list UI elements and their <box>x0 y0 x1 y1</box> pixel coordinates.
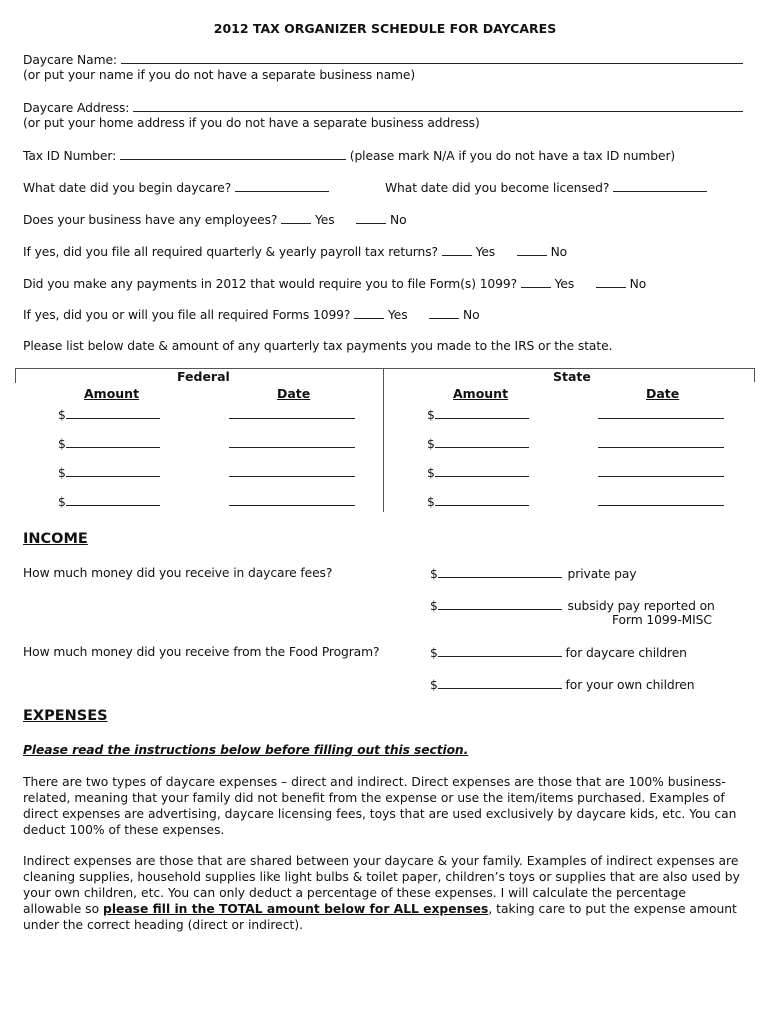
federal-date-field[interactable] <box>229 436 355 448</box>
payroll-yes-field[interactable] <box>442 244 472 256</box>
dollar-sign: $ <box>430 599 438 613</box>
filed-1099-row <box>23 307 480 322</box>
state-date-field[interactable] <box>598 407 724 419</box>
federal-header: Federal <box>177 369 230 384</box>
filed-1099-no-label: No <box>462 308 480 322</box>
food-own-field[interactable] <box>438 677 562 689</box>
expenses-paragraph-indirect <box>23 853 743 933</box>
federal-amount-field[interactable] <box>66 407 160 419</box>
begin-date-field[interactable] <box>235 180 329 192</box>
payments-1099-row <box>23 276 646 291</box>
payments-1099-yes-label: Yes <box>554 277 575 291</box>
dollar-sign: $ <box>58 408 66 422</box>
income-heading: INCOME <box>23 531 88 547</box>
tax-id-label: Tax ID Number: <box>23 149 117 163</box>
state-header: State <box>553 369 591 384</box>
filed-1099-yes-label: Yes <box>387 308 408 322</box>
table-divider <box>383 368 384 512</box>
food-daycare-field[interactable] <box>438 645 562 657</box>
payments-1099-label: Did you make any payments in 2012 that would require you to file Form(s) 1099? <box>23 277 518 291</box>
filed-1099-label: If yes, did you or will you file all required Forms 1099? <box>23 308 351 322</box>
payroll-yes-label: Yes <box>475 245 496 259</box>
federal-amount-field[interactable] <box>66 494 160 506</box>
private-pay-field[interactable] <box>438 566 562 578</box>
payments-1099-no-label: No <box>629 277 647 291</box>
state-date-cell <box>598 494 724 509</box>
dollar-sign: $ <box>58 437 66 451</box>
federal-amount-field[interactable] <box>66 436 160 448</box>
licensed-date-field[interactable] <box>613 180 707 192</box>
federal-amount-cell <box>58 465 160 480</box>
daycare-address-note: (or put your home address if you do not have a separate business address) <box>23 116 480 130</box>
dollar-sign: $ <box>427 437 435 451</box>
federal-amount-field[interactable] <box>66 465 160 477</box>
state-amount-cell <box>427 407 529 422</box>
table-corner <box>15 382 16 383</box>
employees-label: Does your business have any employees? <box>23 213 278 227</box>
daycare-name-note: (or put your name if you do not have a separate business name) <box>23 68 416 82</box>
food-daycare-label: for daycare children <box>565 646 687 660</box>
state-amount-field[interactable] <box>435 465 529 477</box>
food-daycare-row <box>430 645 687 660</box>
dollar-sign: $ <box>427 408 435 422</box>
state-amount-field[interactable] <box>435 436 529 448</box>
indirect-text-part2: , taking care to put the expense amount under the correct heading (direct or indirect). <box>23 902 737 932</box>
dollar-sign: $ <box>430 646 438 660</box>
federal-date-cell <box>229 407 355 422</box>
subsidy-pay-field[interactable] <box>438 598 562 610</box>
payments-1099-no-field[interactable] <box>596 276 626 288</box>
table-left-edge <box>15 368 16 382</box>
indirect-text-part1: Indirect expenses are those that are shared between your daycare & your family. Examples of indirect expenses are cleaning supplies, household supplies like light bulbs & toilet paper, children’s toys or supplies that are also used by your own children, etc. You can only deduct a percentage of these expenses. I will calculate the percentage allowable so <box>23 854 740 916</box>
daycare-name-label: Daycare Name: <box>23 53 117 67</box>
daycare-address-label: Daycare Address: <box>23 101 130 115</box>
expenses-instruction: Please read the instructions below before filling out this section. <box>23 743 469 757</box>
dollar-sign: $ <box>430 567 438 581</box>
food-own-row <box>430 677 694 692</box>
daycare-name-row <box>23 52 743 67</box>
payroll-row <box>23 244 567 259</box>
federal-date-cell <box>229 436 355 451</box>
payroll-no-field[interactable] <box>517 244 547 256</box>
state-amount-header: Amount <box>453 386 509 401</box>
dollar-sign: $ <box>58 495 66 509</box>
federal-amount-cell <box>58 494 160 509</box>
expenses-heading: EXPENSES <box>23 708 108 724</box>
food-own-label: for your own children <box>565 678 695 692</box>
licensed-date-row <box>385 180 707 195</box>
payments-1099-yes-field[interactable] <box>521 276 551 288</box>
federal-date-field[interactable] <box>229 494 355 506</box>
state-date-field[interactable] <box>598 436 724 448</box>
subsidy-pay-row <box>430 598 715 613</box>
federal-date-field[interactable] <box>229 465 355 477</box>
federal-date-cell <box>229 465 355 480</box>
private-pay-label: private pay <box>567 567 637 581</box>
employees-yes-field[interactable] <box>281 212 311 224</box>
subsidy-pay-label: subsidy pay reported on <box>567 599 715 613</box>
state-amount-cell <box>427 436 529 451</box>
filed-1099-yes-field[interactable] <box>354 307 384 319</box>
dollar-sign: $ <box>427 495 435 509</box>
tax-id-field[interactable] <box>120 148 346 160</box>
dollar-sign: $ <box>427 466 435 480</box>
form-title: 2012 TAX ORGANIZER SCHEDULE FOR DAYCARES <box>213 21 557 36</box>
state-amount-field[interactable] <box>435 407 529 419</box>
daycare-fees-label: How much money did you receive in daycare fees? <box>23 566 333 580</box>
state-amount-field[interactable] <box>435 494 529 506</box>
daycare-address-row <box>23 100 743 115</box>
begin-date-label: What date did you begin daycare? <box>23 181 232 195</box>
dollar-sign: $ <box>430 678 438 692</box>
state-date-cell <box>598 465 724 480</box>
food-program-label: How much money did you receive from the Food Program? <box>23 645 380 659</box>
federal-amount-cell <box>58 407 160 422</box>
employees-no-label: No <box>390 213 407 227</box>
subsidy-pay-form-label: Form 1099-MISC <box>612 613 712 627</box>
tax-id-note: (please mark N/A if you do not have a tax ID number) <box>349 149 676 163</box>
employees-row <box>23 212 407 227</box>
indirect-text-emphasis: please fill in the TOTAL amount below for ALL expenses <box>103 902 489 916</box>
private-pay-row <box>430 566 636 581</box>
federal-amount-cell <box>58 436 160 451</box>
payroll-no-label: No <box>550 245 568 259</box>
federal-date-cell <box>229 494 355 509</box>
payroll-label: If yes, did you file all required quarterly & yearly payroll tax returns? <box>23 245 438 259</box>
begin-date-row <box>23 180 329 195</box>
state-date-field[interactable] <box>598 494 724 506</box>
tax-id-row <box>23 148 675 163</box>
licensed-date-label: What date did you become licensed? <box>385 181 610 195</box>
daycare-address-field[interactable] <box>133 100 743 112</box>
state-date-cell <box>598 436 724 451</box>
state-amount-cell <box>427 494 529 509</box>
federal-date-header: Date <box>277 386 311 401</box>
state-date-header: Date <box>646 386 680 401</box>
state-amount-cell <box>427 465 529 480</box>
table-right-edge <box>754 368 755 382</box>
dollar-sign: $ <box>58 466 66 480</box>
federal-date-field[interactable] <box>229 407 355 419</box>
employees-yes-label: Yes <box>315 213 335 227</box>
employees-no-field[interactable] <box>356 212 386 224</box>
filed-1099-no-field[interactable] <box>429 307 459 319</box>
state-date-field[interactable] <box>598 465 724 477</box>
expenses-paragraph-direct: There are two types of daycare expenses – direct and indirect. Direct expenses are those that are 100% business-related, meaning that your family did not benefit from the expense or use the item/items purchased. Examples of direct expenses are advertising, daycare licensing fees, toys that are used exclusively by daycare kids, etc. You can deduct 100% of these expenses. <box>23 775 737 837</box>
federal-amount-header: Amount <box>84 386 140 401</box>
daycare-name-field[interactable] <box>121 52 743 64</box>
table-top-border <box>15 368 755 369</box>
quarterly-payments-prompt: Please list below date & amount of any quarterly tax payments you made to the IRS or the state. <box>23 339 613 353</box>
state-date-cell <box>598 407 724 422</box>
